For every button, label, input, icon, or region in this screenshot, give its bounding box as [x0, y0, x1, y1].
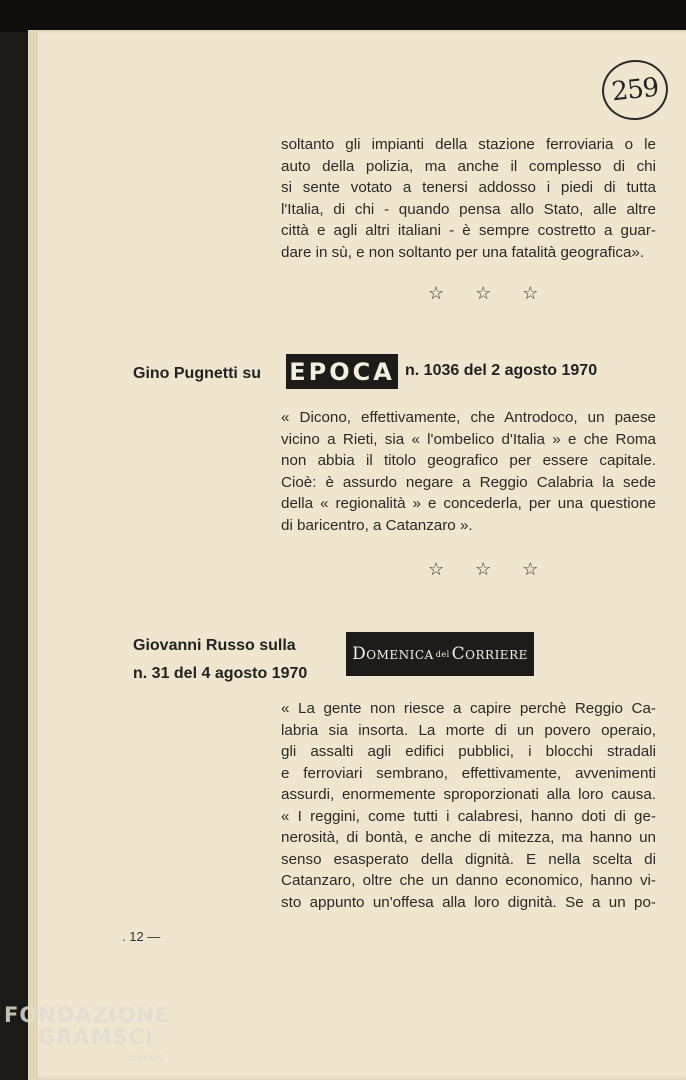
logo-word-domenica: Domenica	[352, 644, 434, 664]
text-line: Cioè: è assurdo negare a Reggio Calabria la sede	[281, 473, 656, 491]
archive-watermark	[4, 1004, 170, 1070]
text-line: Catanzaro, oltre che un danno economico, hanno vi-	[281, 872, 656, 889]
text-line: non abbia il titolo geografico per essere capitale.	[281, 452, 656, 469]
text-line: nerosità, di bontà, e anche di mitezza, ma hanno un	[281, 829, 656, 846]
section2-issue: n. 1036 del 2 agosto 1970	[405, 362, 598, 379]
watermark-line3: ONLUS	[128, 1054, 164, 1063]
text-line: senso esasperato della dignità. E nella scelta di	[281, 850, 656, 868]
section1-text	[281, 134, 656, 263]
epoca-logo: EPOCA	[286, 354, 398, 389]
text-line: assurdi, enormemente sproporzionati alla loro causa.	[281, 786, 656, 803]
section3-author: Giovanni Russo sulla	[133, 637, 296, 654]
text-line: della « regionalità » e concederla, per una questione	[281, 495, 656, 512]
section-separator-stars: ☆ ☆ ☆	[428, 283, 552, 303]
text-line: vicino a Rieti, sia « l'ombelico d'Italia » e che Roma	[281, 430, 656, 448]
logo-word-del: del	[435, 649, 450, 659]
text-line: soltanto gli impianti della stazione ferroviaria o le	[281, 136, 656, 153]
section2-author: Gino Pugnetti su	[133, 365, 261, 382]
text-line: « La gente non riesce a capire perchè Reggio Ca-	[281, 700, 656, 717]
text-line: l'Italia, di chi - quando pensa allo Stato, alle altre	[281, 200, 656, 218]
text-line: gli assalti agli edifici pubblici, i blocchi stradali	[281, 743, 656, 760]
domenica-del-corriere-logo	[346, 632, 534, 676]
page-edges	[28, 30, 38, 1080]
text-line: città e agli altri italiani - è sempre costretto a guar-	[281, 222, 656, 239]
watermark-line2: GRAMSCI	[38, 1025, 154, 1049]
section2-text	[281, 407, 656, 536]
text-line: si sente votato a tenersi addosso i piedi di tutta	[281, 179, 656, 196]
text-line: sto appunto un'offesa alla loro dignità. Se a un po-	[281, 893, 656, 911]
handwritten-page-number: 259	[599, 57, 671, 124]
text-line: dare in sù, e non soltanto per una fatalità geografica».	[281, 243, 645, 261]
logo-word-corriere: Corriere	[451, 644, 528, 664]
text-line: « I reggini, come tutti i calabresi, hanno doti di ge-	[281, 807, 656, 825]
text-line: di baricentro, a Catanzaro ».	[281, 516, 473, 534]
text-line: auto della polizia, ma anche il complesso di chi	[281, 157, 656, 175]
section3-issue: n. 31 del 4 agosto 1970	[133, 665, 308, 682]
section-separator-stars: ☆ ☆ ☆	[428, 559, 552, 579]
watermark-line1: FONDAZIONE	[4, 1003, 171, 1027]
text-line: « Dicono, effettivamente, che Antrodoco, un paese	[281, 409, 656, 426]
section3-text	[281, 698, 656, 913]
text-line: labria sia insorta. La morte di un povero operaio,	[281, 721, 656, 739]
text-line: e ferroviari sembrano, effettivamente, avvenimenti	[281, 764, 656, 782]
printed-page-number: . 12 —	[122, 929, 161, 944]
scan-top-border	[0, 0, 686, 32]
